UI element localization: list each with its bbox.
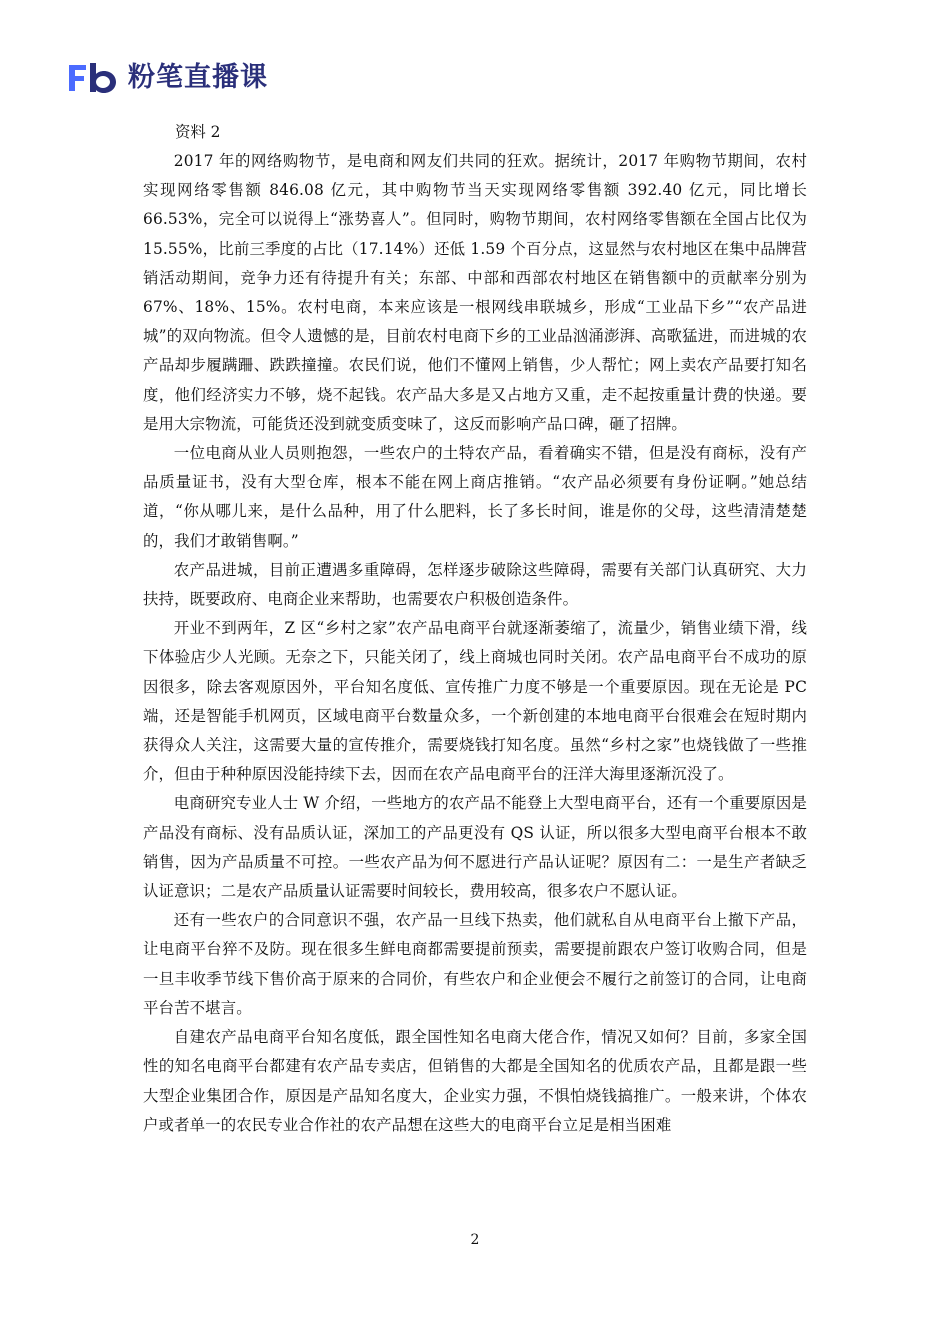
paragraph-6: 还有一些农户的合同意识不强，农产品一旦线下热卖，他们就私自从电商平台上撤下产品，让电商平台猝不及防。现在很多生鲜电商都需要提前预卖，需要提前跟农户签订收购合同，但是一旦丰收季节线下售价高于原来的合同价，有些农户和企业便会不履行之前签订的合同，让电商平台苦不堪言。 — [143, 911, 807, 1017]
paragraph-1: 2017 年的网络购物节，是电商和网友们共同的狂欢。据统计，2017 年购物节期间，农村实现网络零售额 846.08 亿元，其中购物节当天实现网络零售额 392.40 亿元，同比增长 66.53%，完全可以说得上“涨势喜人”。但同时，购物节期间，农村网络零售额在全国占比仅为 15.55%，比前三季度的占比（17.14%）还低 1.59 个百分点，这显然与农村地区在集中品牌营销活动期间，竞争力还有待提升有关；东部、中部和西部农村地区在销售额中的贡献率分别为 67%、18%、15%。农村电商，本来应该是一根网线串联城乡，形成“工业品下乡”“农产品进城”的双向物流。但令人遗憾的是，目前农村电商下乡的工业品汹涌澎湃、高歌猛进，而进城的农产品却步履蹒跚、跌跌撞撞。农民们说，他们不懂网上销售，少人帮忙；网上卖农产品要打知名度，他们经济实力不够，烧不起钱。农产品大多是又占地方又重，走不起按重量计费的快递。要是用大宗物流，可能货还没到就变质变味了，这反而影响产品口碑，砸了招牌。 — [143, 152, 807, 433]
paragraph-7: 自建农产品电商平台知名度低，跟全国性知名电商大佬合作，情况又如何？目前，多家全国性的知名电商平台都建有农产品专卖店，但销售的大都是全国知名的优质农产品，且都是跟一些大型企业集团合作，原因是产品知名度大，企业实力强，不惧怕烧钱搞推广。一般来讲，个体农户或者单一的农民专业合作社的农产品想在这些大的电商平台立足是相当困难 — [143, 1028, 807, 1134]
section-title: 资料 2 — [175, 123, 221, 141]
paragraph-4: 开业不到两年，Z 区“乡村之家”农产品电商平台就逐渐萎缩了，流量少，销售业绩下滑，线下体验店少人光顾。无奈之下，只能关闭了，线上商城也同时关闭。农产品电商平台不成功的原因很多，除去客观原因外，平台知名度低、宣传推广力度不够是一个重要原因。现在无论是 PC 端，还是智能手机网页，区域电商平台数量众多，一个新创建的本地电商平台很难会在短时期内获得众人关注，这需要大量的宣传推介，需要烧钱打知名度。虽然“乡村之家”也烧钱做了一些推介，但由于种种原因没能持续下去，因而在农产品电商平台的汪洋大海里逐渐沉没了。 — [143, 619, 807, 784]
page-number: 2 — [470, 1232, 480, 1248]
paragraph-5: 电商研究专业人士 W 介绍，一些地方的农产品不能登上大型电商平台，还有一个重要原因是产品没有商标、没有品质认证，深加工的产品更没有 QS 认证，所以很多大型电商平台根本不敢销售，因为产品质量不可控。一些农产品为何不愿进行产品认证呢？原因有二：一是生产者缺乏认证意识；二是农产品质量认证需要时间较长，费用较高，很多农户不愿认证。 — [143, 794, 807, 901]
fenbi-logo-icon — [66, 59, 122, 97]
paragraph-3: 农产品进城，目前正遭遇多重障碍，怎样逐步破除这些障碍，需要有关部门认真研究、大力扶持，既要政府、电商企业来帮助，也需要农户积极创造条件。 — [143, 560, 807, 609]
document-body — [143, 117, 807, 1140]
paragraph-2: 一位电商从业人员则抱怨，一些农户的土特农产品，看着确实不错，但是没有商标，没有产品质量证书，没有大型仓库，根本不能在网上商店推销。“农产品必须要有身份证啊。”她总结道，“你从哪儿来，是什么品种，用了什么肥料，长了多长时间，谁是你的父母，这些清清楚楚的，我们才敢销售啊。” — [143, 444, 807, 550]
brand-name: 粉笔直播课 — [128, 62, 268, 93]
page-header — [66, 58, 268, 98]
